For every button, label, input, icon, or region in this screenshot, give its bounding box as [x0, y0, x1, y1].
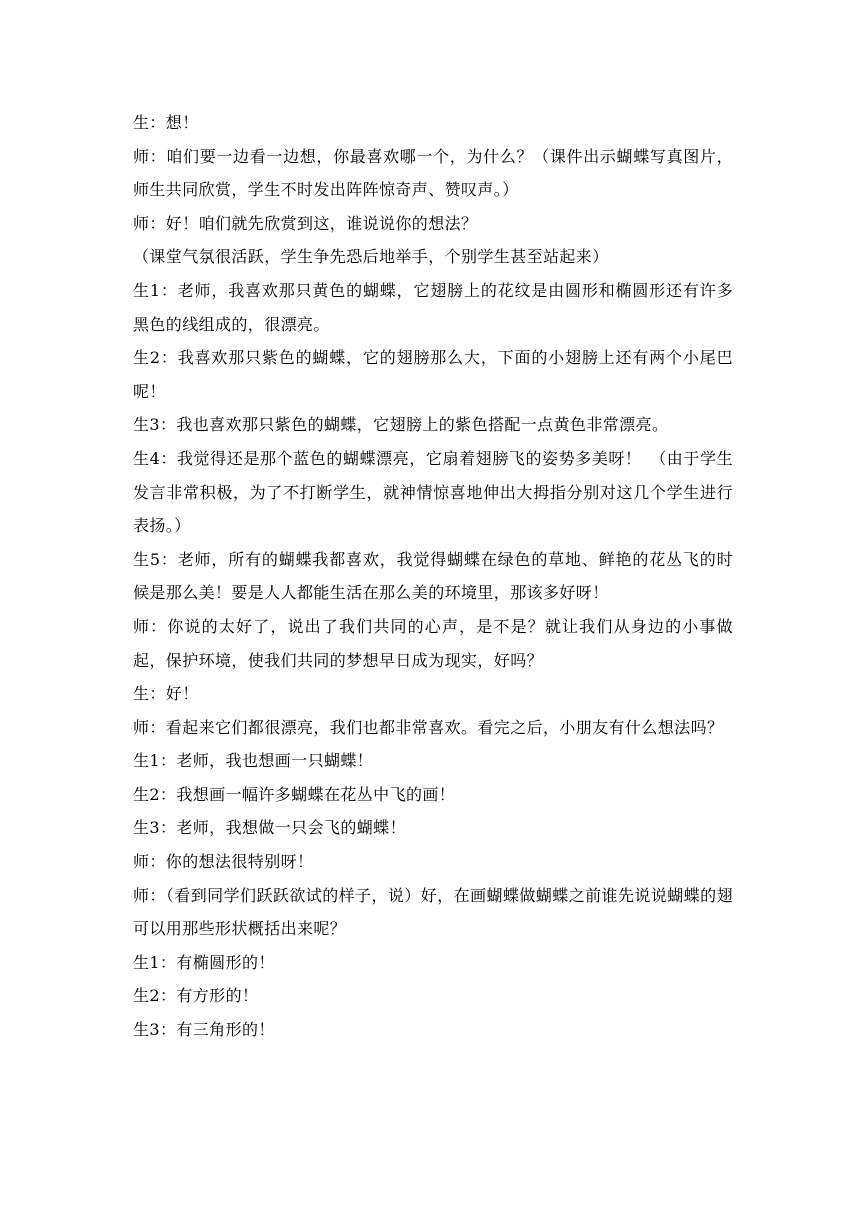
- paragraph: 师：你的想法很特别呀！: [133, 852, 314, 872]
- paragraph: 生3：老师，我想做一只会飞的蝴蝶！: [133, 818, 406, 838]
- paragraph: 生1：有椭圆形的！: [133, 952, 275, 972]
- paragraph: （课堂气氛很活跃，学生争先恐后地举手，个别学生甚至站起来）: [133, 247, 609, 267]
- paragraph: 生：想！: [133, 113, 199, 132]
- paragraph: 生2：有方形的！: [133, 986, 259, 1006]
- paragraph: 生3：有三角形的！: [133, 1020, 275, 1040]
- paragraph: 生5：老师，所有的蝴蝶我都喜欢，我觉得蝴蝶在绿色的草地、鲜艳的花丛飞的时候是那么美！要是人人都能生活在那么美的环境里，那该多好呀！: [133, 549, 733, 603]
- paragraph: 生4：我觉得还是那个蓝色的蝴蝶漂亮，它扇着翅膀飞的姿势多美呀！ （由于学生发言非常积极，为了不打断学生，就神情惊喜地伸出大拇指分别对这几个学生进行表扬。）: [133, 448, 733, 536]
- document-page: [133, 106, 733, 1047]
- paragraph: 师：（看到同学们跃跃欲试的样子，说）好，在画蝴蝶做蝴蝶之前谁先说说蝴蝶的翅可以用那些形状概括出来呢？: [133, 885, 733, 939]
- paragraph: 生：好！: [133, 684, 199, 704]
- paragraph: 师：看起来它们都很漂亮，我们也都非常喜欢。看完之后，小朋友有什么想法吗？: [133, 717, 724, 737]
- paragraph: 生1：老师，我也想画一只蝴蝶！: [133, 751, 374, 771]
- paragraph: 师：好！咱们就先欣赏到这，谁说说你的想法？: [133, 213, 478, 233]
- paragraph: 生3：我也喜欢那只紫色的蝴蝶，它翅膀上的紫色搭配一点黄色非常漂亮。: [133, 415, 669, 435]
- paragraph: 师：咱们要一边看一边想，你最喜欢哪一个，为什么？（课件出示蝴蝶写真图片，师生共同欣赏，学生不时发出阵阵惊奇声、赞叹声。）: [133, 146, 733, 200]
- paragraph: 生2：我想画一幅许多蝴蝶在花丛中飞的画！: [133, 784, 456, 804]
- paragraph: 师：你说的太好了，说出了我们共同的心声，是不是？就让我们从身边的小事做起，保护环境，使我们共同的梦想早日成为现实，好吗？: [133, 616, 733, 670]
- paragraph: 生2：我喜欢那只紫色的蝴蝶，它的翅膀那么大，下面的小翅膀上还有两个小尾巴呢！: [133, 348, 733, 401]
- paragraph: 生1：老师，我喜欢那只黄色的蝴蝶，它翅膀上的花纹是由圆形和椭圆形还有许多黑色的线组成的，很漂亮。: [133, 280, 733, 334]
